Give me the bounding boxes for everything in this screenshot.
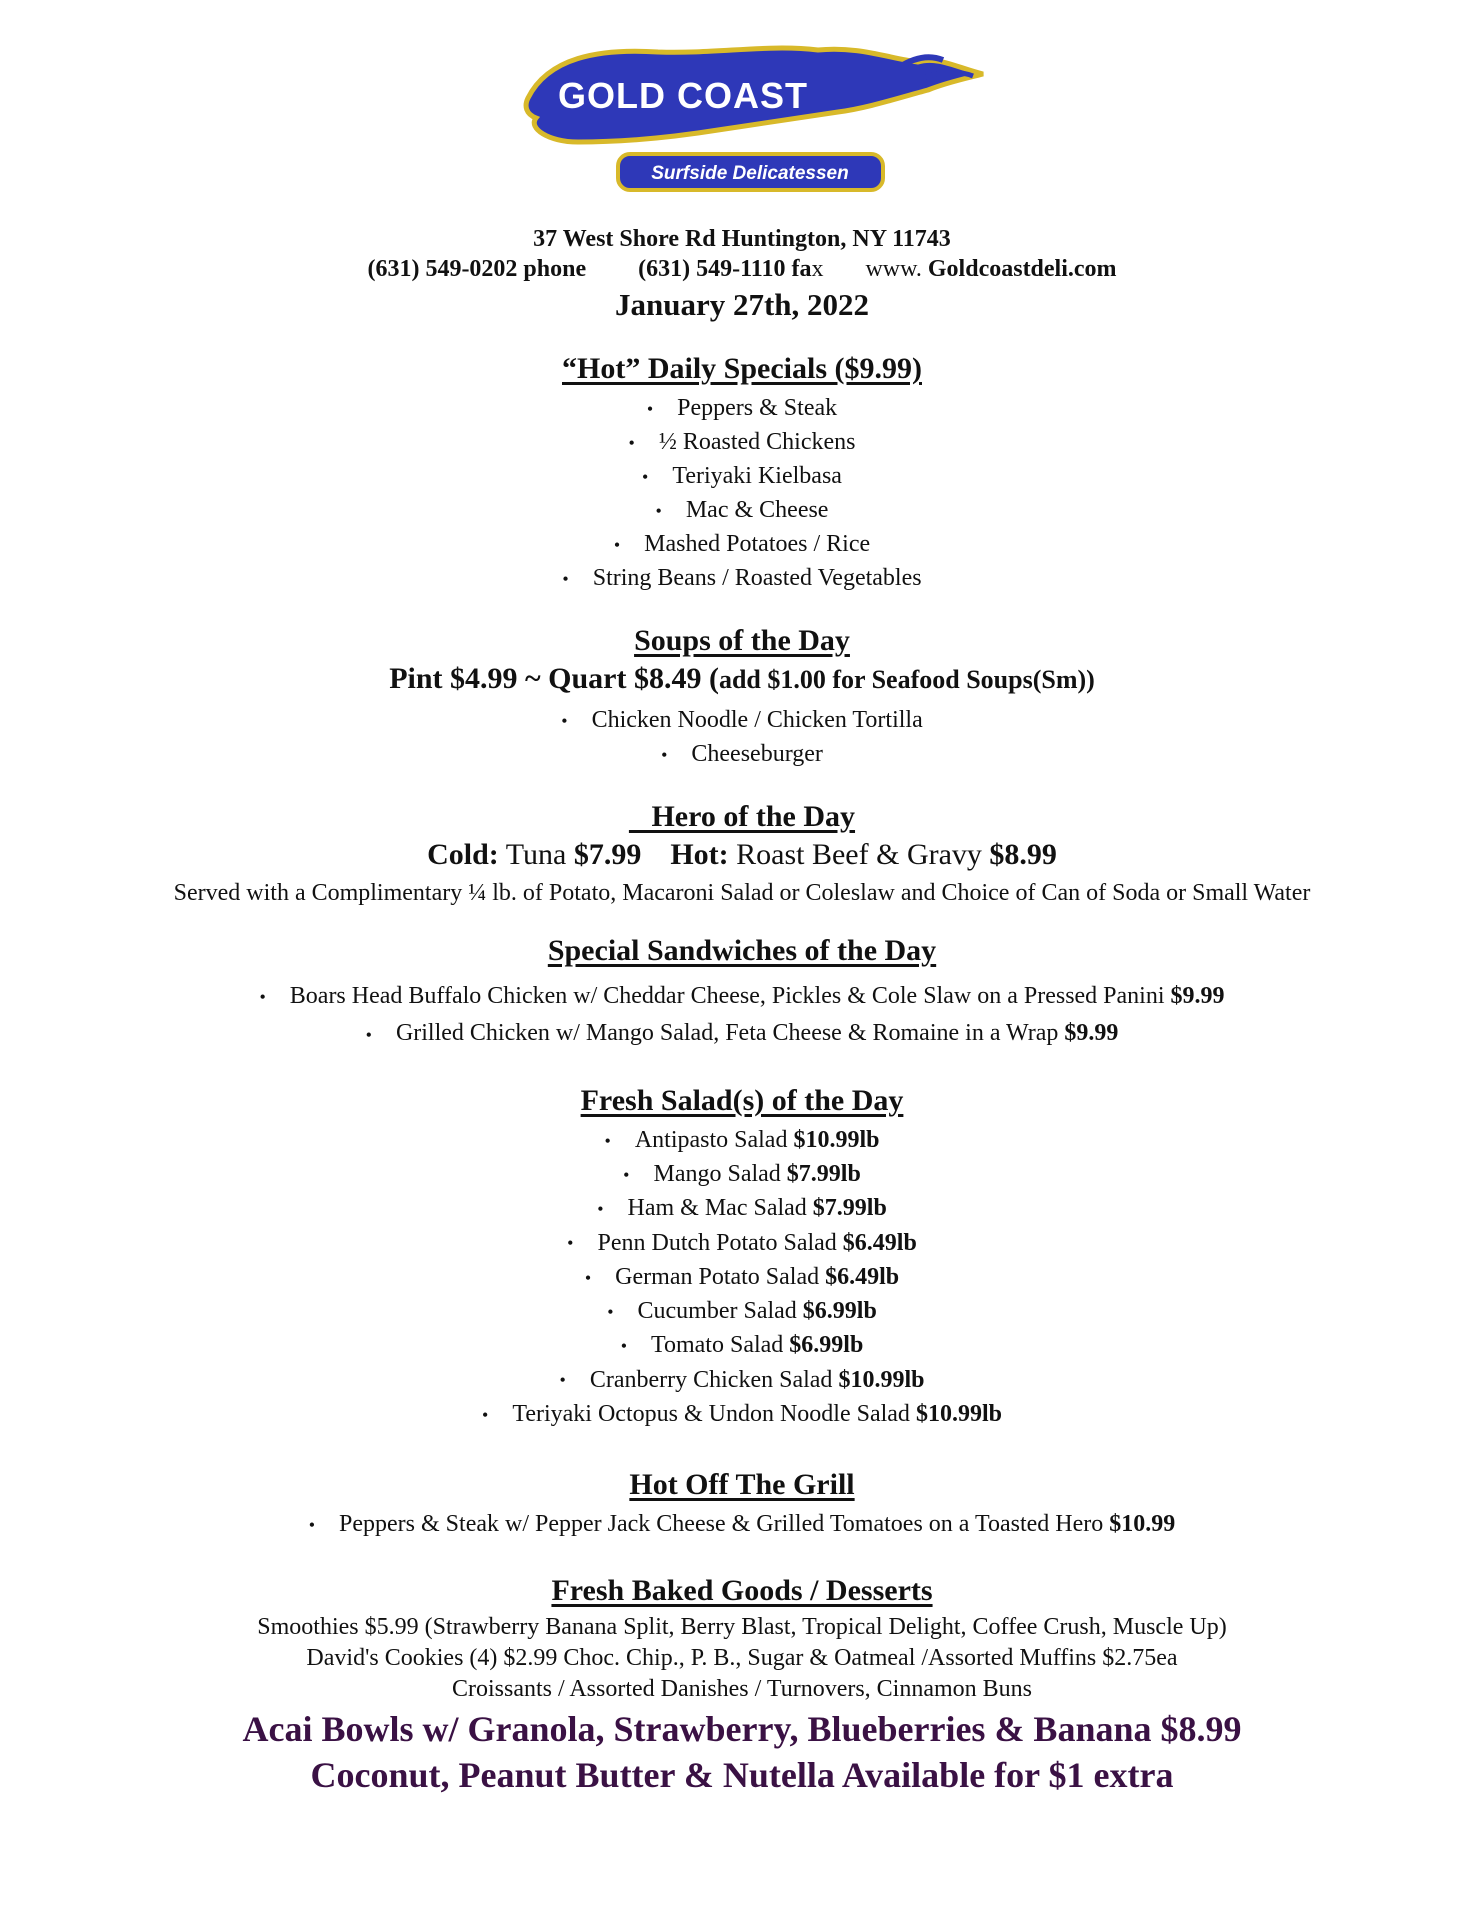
logo-title: GOLD COAST: [558, 75, 808, 116]
list-item: • String Beans / Roasted Vegetables: [0, 562, 1484, 596]
logo-subtitle: Surfside Delicatessen: [651, 163, 849, 184]
bullet-icon: •: [567, 1233, 574, 1254]
list-item: • Antipasto Salad $10.99lb: [0, 1124, 1484, 1158]
menu-date: January 27th, 2022: [614, 287, 870, 322]
salads-heading: Fresh Salad(s) of the Day: [580, 1084, 904, 1117]
list-item: • German Potato Salad $6.49lb: [0, 1261, 1484, 1295]
hero-prices: Cold: Tuna $7.99 Hot: Roast Beef & Gravy $8.99: [427, 838, 1057, 871]
hero-note: Served with a Complimentary ¼ lb. of Potato, Macaroni Salad or Coleslaw and Choice of Can of Soda or Small Water: [173, 880, 1311, 906]
list-item: • Boars Head Buffalo Chicken w/ Cheddar Cheese, Pickles & Cole Slaw on a Pressed Panini $9.99: [0, 978, 1484, 1015]
baked-heading: Fresh Baked Goods / Desserts: [551, 1574, 933, 1607]
www-prefix: www.: [865, 256, 922, 282]
bullet-icon: •: [308, 1514, 316, 1535]
list-item: • Chicken Noodle / Chicken Tortilla: [0, 704, 1484, 738]
sandwiches-heading: Special Sandwiches of the Day: [547, 934, 937, 967]
hot-specials-list: [0, 392, 1484, 596]
bullet-icon: •: [597, 1199, 604, 1220]
grill-heading: Hot Off The Grill: [629, 1468, 855, 1501]
list-item: • Teriyaki Octopus & Undon Noodle Salad $10.99lb: [0, 1398, 1484, 1432]
soups-list: [0, 704, 1484, 772]
list-item: • Tomato Salad $6.99lb: [0, 1329, 1484, 1363]
list-item: • Cheeseburger: [0, 738, 1484, 772]
bullet-icon: •: [482, 1404, 489, 1425]
website-link[interactable]: Goldcoastdeli.com: [927, 256, 1117, 282]
sandwiches-list: [0, 978, 1484, 1053]
bullet-icon: •: [259, 987, 266, 1008]
list-item: • ½ Roasted Chickens: [0, 426, 1484, 460]
bullet-icon: •: [623, 1164, 630, 1185]
baked-line: Smoothies $5.99 (Strawberry Banana Split, Berry Blast, Tropical Delight, Coffee Crush, Muscle Up): [257, 1614, 1227, 1640]
bullet-icon: •: [646, 398, 654, 419]
hot-specials-heading: “Hot” Daily Specials ($9.99): [562, 352, 922, 385]
list-item: • Grilled Chicken w/ Mango Salad, Feta Cheese & Romaine in a Wrap $9.99: [0, 1015, 1484, 1052]
list-item: • Mango Salad $7.99lb: [0, 1158, 1484, 1192]
bullet-icon: •: [607, 1301, 614, 1322]
baked-line: Croissants / Assorted Danishes / Turnovers, Cinnamon Buns: [451, 1676, 1033, 1702]
hero-heading: Hero of the Day: [651, 800, 856, 833]
phone: (631) 549-0202 phone: [367, 256, 587, 282]
bullet-icon: •: [365, 1024, 372, 1045]
bullet-icon: •: [628, 432, 635, 453]
contact-line: [0, 256, 1484, 283]
bullet-icon: •: [562, 568, 569, 589]
baked-line: David's Cookies (4) $2.99 Choc. Chip., P. B., Sugar & Oatmeal /Assorted Muffins $2.75ea: [306, 1645, 1178, 1671]
bullet-icon: •: [642, 466, 649, 487]
soup-prices: Pint $4.99 ~ Quart $8.49 (add $1.00 for Seafood Soups(Sm)): [389, 662, 1095, 695]
acai-line: Acai Bowls w/ Granola, Strawberry, Blueberries & Banana $8.99: [242, 1709, 1242, 1749]
acai-extras-line: Coconut, Peanut Butter & Nutella Available for $1 extra: [310, 1755, 1174, 1795]
list-item: • Teriyaki Kielbasa: [0, 460, 1484, 494]
gold-coast-logo: [518, 38, 988, 198]
bullet-icon: •: [559, 1370, 566, 1391]
soups-heading: Soups of the Day: [634, 624, 850, 657]
list-item: • Mac & Cheese: [0, 494, 1484, 528]
bullet-icon: •: [613, 534, 621, 555]
bullet-icon: •: [661, 744, 668, 765]
bullet-icon: •: [604, 1130, 611, 1151]
list-item: • Ham & Mac Salad $7.99lb: [0, 1192, 1484, 1226]
bullet-icon: •: [655, 500, 662, 521]
address: 37 West Shore Rd Huntington, NY 11743: [533, 226, 951, 252]
bullet-icon: •: [561, 710, 568, 731]
bullet-icon: •: [620, 1336, 627, 1357]
list-item: • Mashed Potatoes / Rice: [0, 528, 1484, 562]
list-item: • Peppers & Steak: [0, 392, 1484, 426]
salads-list: [0, 1124, 1484, 1432]
grill-item: • Peppers & Steak w/ Pepper Jack Cheese & Grilled Tomatoes on a Toasted Hero $10.99: [0, 1508, 1484, 1542]
list-item: • Penn Dutch Potato Salad $6.49lb: [0, 1227, 1484, 1261]
list-item: • Cucumber Salad $6.99lb: [0, 1295, 1484, 1329]
bullet-icon: •: [584, 1267, 592, 1288]
fax: (631) 549-1110 fax: [638, 256, 824, 282]
list-item: • Cranberry Chicken Salad $10.99lb: [0, 1364, 1484, 1398]
